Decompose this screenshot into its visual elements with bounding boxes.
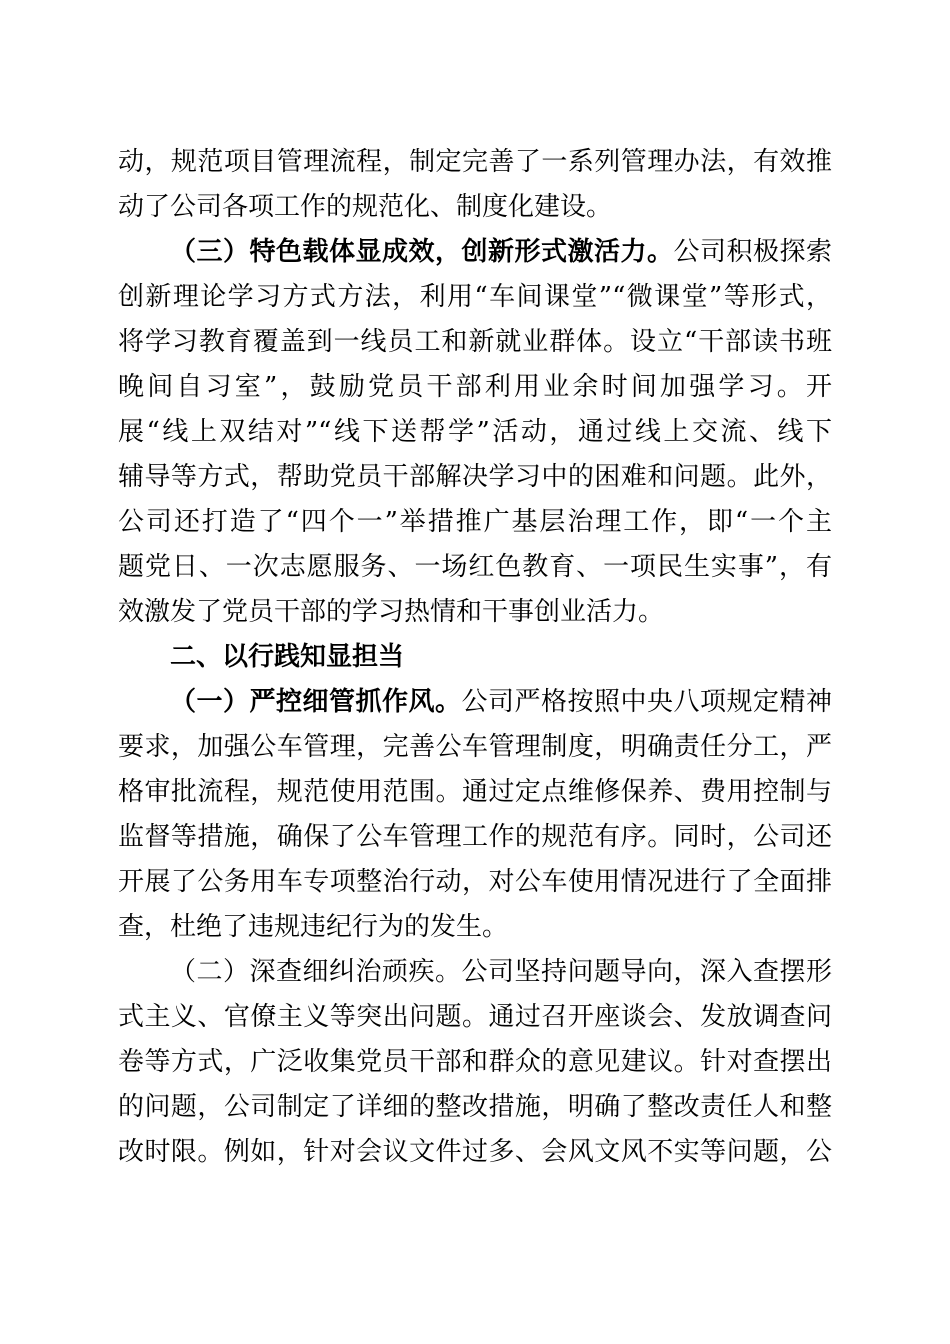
text-line: 查，杜绝了违规违纪行为的发生。 bbox=[118, 912, 509, 942]
text-line: 效激发了党员干部的学习热情和干事创业活力。 bbox=[118, 597, 665, 627]
text-line: 改时限。例如，针对会议文件过多、会风文风不实等问题，公 bbox=[118, 1137, 832, 1167]
text-line: 动，规范项目管理流程，制定完善了一系列管理办法，有效推 bbox=[118, 147, 832, 177]
section-2-paragraph-1-text: 公司严格按照中央八项规定精神 bbox=[461, 687, 832, 717]
paragraph-3-first-line bbox=[170, 230, 832, 274]
text-line: 卷等方式，广泛收集党员干部和群众的意见建议。针对查摆出 bbox=[118, 1047, 832, 1077]
section-2-paragraph-1-first-line bbox=[170, 680, 832, 724]
text-line: 辅导等方式，帮助党员干部解决学习中的困难和问题。此外， bbox=[118, 462, 832, 492]
paragraph-3-text: 公司积极探索 bbox=[673, 237, 832, 267]
text-line: 开展了公务用车专项整治行动，对公车使用情况进行了全面排 bbox=[118, 867, 832, 897]
text-line: 监督等措施，确保了公车管理工作的规范有序。同时，公司还 bbox=[118, 822, 832, 852]
section-2-paragraph-2-title: （二）深查细纠治顽疾。 bbox=[170, 957, 462, 987]
paragraph-3-title: （三）特色载体显成效，创新形式激活力。 bbox=[170, 237, 674, 267]
text-line: 公司还打造了“四个一”举措推广基层治理工作，即“一个主 bbox=[118, 507, 832, 537]
text-line: 展“线上双结对”“线下送帮学”活动，通过线上交流、线下 bbox=[118, 417, 832, 447]
section-2-paragraph-2-first-line bbox=[170, 950, 832, 994]
text-line: 动了公司各项工作的规范化、制度化建设。 bbox=[118, 192, 613, 222]
text-line: 题党日、一次志愿服务、一场红色教育、一项民生实事”，有 bbox=[118, 552, 832, 582]
text-line: 将学习教育覆盖到一线员工和新就业群体。设立“干部读书班 bbox=[118, 327, 832, 357]
section-heading: 二、以行践知显担当 bbox=[170, 642, 405, 672]
text-line: 格审批流程，规范使用范围。通过定点维修保养、费用控制与 bbox=[118, 777, 832, 807]
text-line: 要求，加强公车管理，完善公车管理制度，明确责任分工，严 bbox=[118, 732, 832, 762]
text-line: 式主义、官僚主义等突出问题。通过召开座谈会、发放调查问 bbox=[118, 1002, 832, 1032]
text-line: 的问题，公司制定了详细的整改措施，明确了整改责任人和整 bbox=[118, 1092, 832, 1122]
section-2-paragraph-1-title: （一）严控细管抓作风。 bbox=[170, 687, 462, 717]
text-line: 创新理论学习方式方法，利用“车间课堂”“微课堂”等形式， bbox=[118, 282, 832, 312]
section-2-paragraph-2-text: 公司坚持问题导向，深入查摆形 bbox=[461, 957, 832, 987]
text-line: 晚间自习室”，鼓励党员干部利用业余时间加强学习。开 bbox=[118, 372, 832, 402]
